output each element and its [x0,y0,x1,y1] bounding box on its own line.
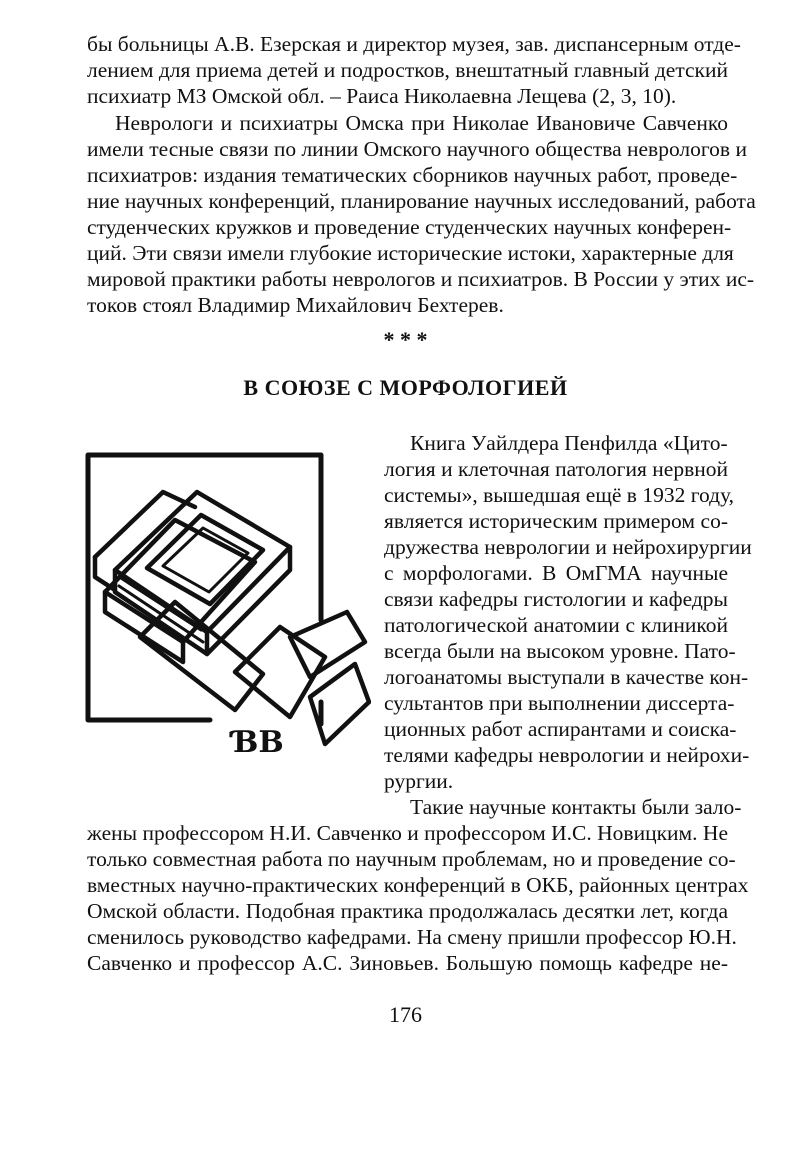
text-line: ние научных конференций, планирование научных исследований, работа [87,189,756,213]
svg-text:ƁB: ƁB [233,725,284,760]
book-illustration [85,452,371,770]
text-line: психиатров: издания тематических сборников научных работ, проведе- [87,163,738,187]
text-line: системы», вышедшая ещё в 1932 году, [384,483,735,507]
text-line: является историческим примером со- [384,509,728,533]
text-line: психиатр МЗ Омской обл. – Раиса Николаевна Лещева (2, 3, 10). [87,84,677,108]
text-line: патологической анатомии с клиникой [384,613,728,637]
text-line: Такие научные контакты были зало- [410,795,742,819]
section-heading: В СОЮЗЕ С МОРФОЛОГИЕЙ [243,375,568,400]
text-line: Савченко и профессор А.С. Зиновьев. Большую помощь кафедре не- [87,951,728,975]
text-line: только совместная работа по научным проблемам, но и проведение со- [87,847,736,871]
text-line: дружества неврологии и нейрохирургии [384,535,752,559]
text-line: бы больницы А.В. Езерская и директор музея, зав. диспансерным отде- [87,32,741,56]
text-line: телями кафедры неврологии и нейрохи- [384,743,750,767]
text-line: студенческих кружков и проведение студенческих научных конферен- [87,215,732,239]
text-line: Книга Уайлдера Пенфилда «Цито- [410,431,728,455]
text-line: мировой практики работы неврологов и психиатров. В России у этих ис- [87,267,755,291]
text-line: ционных работ аспирантами и соиска- [384,717,737,741]
text-line: связи кафедры гистологии и кафедры [384,587,728,611]
text-line: Неврологи и психиатры Омска при Николае Ивановиче Савченко [115,111,728,135]
text-line: жены профессором Н.И. Савченко и профессором И.С. Новицким. Не [87,821,728,845]
text-line: сультантов при выполнении диссерта- [384,691,735,715]
page-number: 176 [389,1002,422,1027]
text-line: Омской области. Подобная практика продолжалась десятки лет, когда [87,899,728,923]
text-line: лением для приема детей и подростков, внештатный главный детский [87,58,728,82]
text-line: токов стоял Владимир Михайлович Бехтерев. [87,293,504,317]
text-line: имели тесные связи по линии Омского научного общества неврологов и [87,137,747,161]
text-line: всегда были на высоком уровне. Пато- [384,639,736,663]
text-line: логоанатомы выступали в качестве кон- [384,665,749,689]
text-line: сменилось руководство кафедрами. На смену пришли профессор Ю.Н. [87,925,737,949]
text-line: вместных научно-практических конференций в ОКБ, районных центрах [87,873,749,897]
text-line: с морфологами. В ОмГМА научные [384,561,728,585]
text-line: ций. Эти связи имели глубокие исторические истоки, характерные для [87,241,734,265]
text-line: логия и клеточная патология нервной [384,457,728,481]
section-separator: * * * [383,327,428,352]
text-line: рургии. [384,769,454,793]
